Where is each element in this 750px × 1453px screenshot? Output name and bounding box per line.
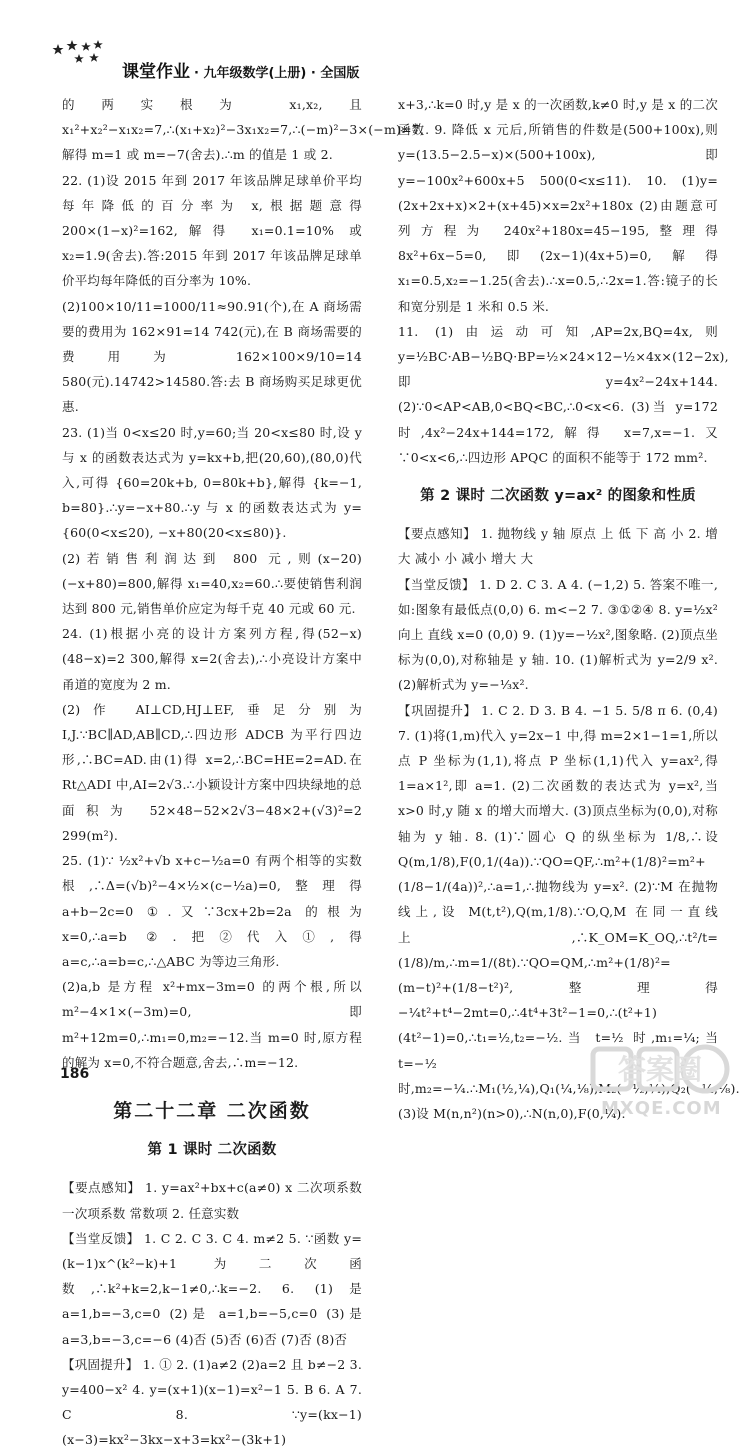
answer-paragraph: (2)若销售利润达到 800 元,则(x−20)(−x+80)=800,解得 x₁=40,x₂=60.∴要使销售利润达到 800 元,销售单价应定为每千克 40 元或 60 元.	[62, 550, 362, 617]
answer-paragraph: x+3,∴k=0 时,y 是 x 的一次函数,k≠0 时,y 是 x 的二次函数. 9. 降低 x 元后,所销售的件数是(500+100x),则 y=(13.5−2.5−x)×(500+100x),即 y=−100x²+600x+5 500(0<x≤11). 10. (1)y=(2x+2x+x)×2+(x+45)×x=2x²+180x (2)由题意可列方程为 240x²+180x=45−195,整理得 8x²+6x−5=0,即(2x−1)(4x+5)=0,解得 x₁=0.5,x₂=−1.25(舍去).∴x=0.5,∴2x=1.答:镜子的长和宽分别是 1 米和 0.5 米.	[398, 97, 718, 314]
watermark-text: 答案圈	[617, 1053, 703, 1086]
left-column	[62, 92, 425, 1453]
header-text	[122, 57, 359, 82]
answer-paragraph: (2)作 AI⊥CD,HJ⊥EF,垂足分别为 I,J.∵BC∥AD,AB∥CD,∴四边形 ADCB 为平行四边形,∴BC=AD.由(1)得 x=2,∴BC=HE=2=AD.在 Rt△ADI 中,AI=2√3.∴小颖设计方案中四块绿地的总面积为 52×48−52×2√3−48×2+(√3)²=2 299(m²).	[62, 701, 362, 843]
watermark-url: MXQE.COM	[601, 1098, 722, 1119]
answer-paragraph: 25. (1)∵ ½x²+√b x+c−½a=0 有两个相等的实数根,∴Δ=(√b)²−4×½×(c−½a)=0,整理得 a+b−2c=0 ①.又∵3cx+2b=2a 的根为 x=0,∴a=b ②.把②代入①,得 a=c,∴a=b=c,∴△ABC 为等边三角形.	[62, 853, 362, 969]
book-subtitle: · 九年级数学(上册) · 全国版	[194, 66, 360, 81]
answer-paragraph: 22. (1)设 2015 年到 2017 年该品牌足球单价平均每年降低的百分率为 x,根据题意得 200×(1−x)²=162,解得 x₁=0.1=10% 或 x₂=1.9(舍去).答:2015 年到 2017 年该品牌足球单价平均每年降低的百分率为 10%.	[62, 172, 362, 289]
answer-paragraph: (2)100×10/11=1000/11≈90.91(个),在 A 商场需要的费用为 162×91=14 742(元),在 B 商场需要的费用为 162×100×9/10=14 580(元).14742>14580.答:去 B 商场购买足球更优惠.	[62, 298, 362, 415]
page-header	[52, 48, 359, 82]
answer-paragraph: 23. (1)当 0<x≤20 时,y=60;当 20<x≤80 时,设 y 与 x 的函数表达式为 y=kx+b,把(20,60),(80,0)代入,可得 {60=20k+b, 0=80k+b},解得 {k=−1, b=80}.∴y=−x+80.∴y 与 x 的函数表达式为 y={60(0<x≤20), −x+80(20<x≤80)}.	[62, 424, 362, 541]
lesson-title: 第 2 课时 二次函数 y=ax² 的图象和性质	[420, 488, 696, 505]
answer-paragraph: 24. (1)根据小亮的设计方案列方程,得(52−x)(48−x)=2 300,解得 x=2(舍去),∴小亮设计方案中甬道的宽度为 2 m.	[62, 626, 362, 692]
right-column	[398, 92, 740, 1126]
lesson-title: 第 1 课时 二次函数	[147, 1142, 277, 1159]
answer-paragraph: 【要点感知】 1. 抛物线 y 轴 原点 上 低 下 高 小 2. 增大 减小 小 减小 增大 大	[398, 526, 718, 567]
answer-paragraph: (2)a,b 是方程 x²+mx−3m=0 的两个根,所以 m²−4×1×(−3m)=0,即 m²+12m=0,∴m₁=0,m₂=−12.当 m=0 时,原方程的解为 x=0,不符合题意,舍去,∴m=−12.	[62, 979, 362, 1070]
answer-paragraph: 【当堂反馈】 1. D 2. C 3. A 4. (−1,2) 5. 答案不唯一,如:图象有最低点(0,0) 6. m<−2 7. ③①②④ 8. y=½x² 向上 直线 x=0 (0,0) 9. (1)y=−½x²,图象略. (2)顶点坐标为(0,0),对称轴是 y 轴. 10. (1)解析式为 y=2/9 x². (2)解析式为 y=−⅓x².	[398, 576, 718, 693]
brand-title: 课堂作业	[122, 62, 190, 82]
answer-paragraph: 【巩固提升】 1. C 2. D 3. B 4. −1 5. 5/8 π 6. (0,4) 7. (1)将(1,m)代入 y=2x−1 中,得 m=2×1−1=1,所以点 P 坐标为(1,1),将点 P 坐标(1,1)代入 y=ax²,得 1=a×1²,即 a=1. (2)二次函数的表达式为 y=x²,当 x>0 时,y 随 x 的增大而增大. (3)顶点坐标为(0,0),对称轴为 y 轴. 8. (1)∵圆心 Q 的纵坐标为 1/8,∴设 Q(m,1/8),F(0,1/(4a)).∵QO=QF,∴m²+(1/8)²=m²+(1/8−1/(4a))²,∴a=1,∴抛物线为 y=x². (2)∵M 在抛物线上,设 M(t,t²),Q(m,1/8).∵O,Q,M 在同一直线上,∴K_OM=K_OQ,∴t²/t=(1/8)/m,∴m=1/(8t).∵QO=QM,∴m²+(1/8)²=(m−t)²+(1/8−t²)²,整理得 −¼t²+t⁴−2mt=0,∴4t⁴+3t²−1=0,∴(t²+1)(4t²−1)=0,∴t₁=½,t₂=−½.当 t=½ 时,m₁=¼;当 t=−½ 时,m₂=−¼.∴M₁(½,¼),Q₁(¼,⅛),M₂(−½,¼),Q₂(−¼,⅛). (3)设 M(n,n²)(n>0),∴N(n,0),F(0,¼).	[398, 702, 740, 1121]
answer-paragraph: 【巩固提升】 1. ① 2. (1)a≠2 (2)a=2 且 b≠−2 3. y=400−x² 4. y=(x+1)(x−1)=x²−1 5. B 6. A 7. C 8. ∵y=(kx−1)(x−3)=kx²−3kx−x+3=kx²−(3k+1)	[62, 1356, 362, 1448]
answer-paragraph: 的两实根为 x₁,x₂,且 x₁²+x₂²−x₁x₂=7,∴(x₁+x₂)²−3x₁x₂=7,∴(−m)²−3×(−m)=7,解得 m=1 或 m=−7(舍去).∴m 的值是 1 或 2.	[62, 97, 425, 163]
answer-paragraph: 11. (1)由运动可知,AP=2x,BQ=4x,则 y=½BC·AB−½BQ·BP=½×24×12−½×4x×(12−2x),即 y=4x²−24x+144. (2)∵0<AP<AB,0<BQ<BC,∴0<x<6. (3)当 y=172 时,4x²−24x+144=172,解得 x=7,x=−1.又∵0<x<6,∴四边形 APQC 的面积不能等于 172 mm².	[398, 323, 729, 465]
page-number: 186	[60, 1066, 90, 1082]
chapter-title: 第二十二章 二次函数	[113, 1099, 311, 1122]
answer-paragraph: 【要点感知】 1. y=ax²+bx+c(a≠0) x 二次项系数 一次项系数 常数项 2. 任意实数	[62, 1180, 362, 1221]
answer-paragraph: 【当堂反馈】 1. C 2. C 3. C 4. m≠2 5. ∵函数 y=(k−1)x^(k²−k)+1 为二次函数,∴k²+k=2,k−1≠0,∴k=−2. 6. (1)是 a=1,b=−3,c=0 (2)是 a=1,b=−5,c=0 (3)是 a=3,b=−3,c=−6 (4)否 (5)否 (6)否 (7)否 (8)否	[62, 1230, 362, 1347]
stars-decoration-icon	[52, 38, 112, 68]
